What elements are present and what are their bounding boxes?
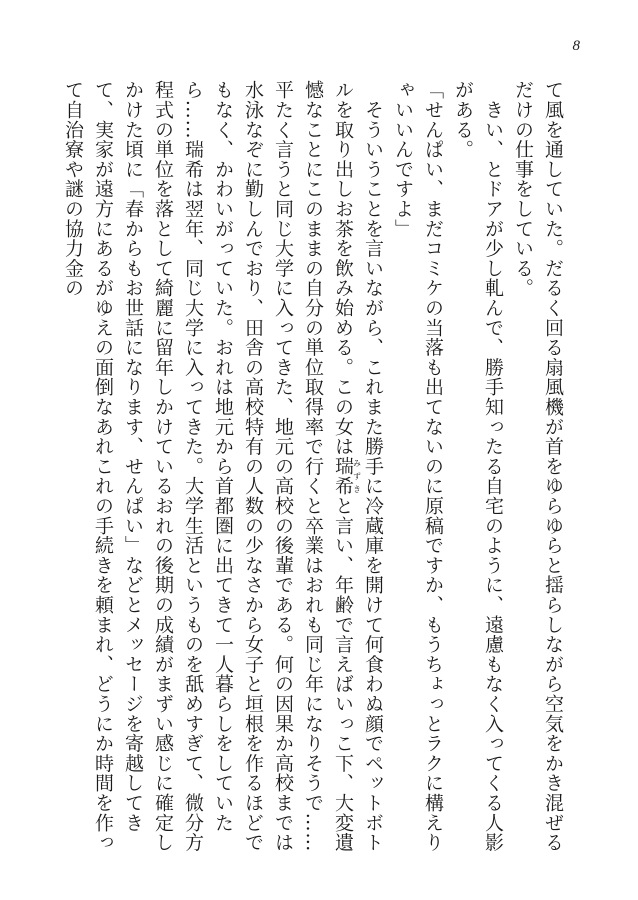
paragraph-4-lead: そういうことを言いながら、これまた勝手に冷蔵庫を開けて何食わぬ顔でペットボトルを取り出しお茶を飲み始める。この女は [332, 80, 384, 853]
name-with-furigana [332, 456, 362, 496]
page-number: 8 [572, 38, 580, 54]
ruby-base: 瑞希 [332, 456, 354, 496]
paragraph-2: きい、とドアが少し軋んで、勝手知ったる自宅のように、遠慮もなく入ってくる人影がある。 [452, 80, 504, 853]
ruby-reading: みずき [352, 456, 362, 496]
paragraph-3: 「せんぱい、まだコミケの当落も出てないのに原稿ですか、もうちょっとラクに構えりゃいいんですよ」 [392, 80, 444, 853]
paragraph-4-rest: と言い、年齢で言えばいっこ下、大変遺憾なことにこのままの自分の単位取得率で行くと卒業はおれも同じ年になりそうで……平たく言うと同じ大学に入ってきた、地元の高校の後輩である。何の因果か高校までは水泳なぞに勤しんでおり、田舎の高校特有の人数の少なさから女子と垣根を作るほどでもなく、かわいがっていた。おれは地元から首都圏に出てきて一人暮らしをしていたら……瑞希は翌年、同じ大学に入ってきた。大学生活というものを舐めすぎて、微分方程式の単位を落として綺麗に留年しかけているおれの後期の成績がまずい感じに確定しかけた頃に「春からもお世話になります、せんぱい」などとメッセージを寄越してきて、実家が遠方にあるがゆえの面倒なあれこれの手続きを頼まれ、どうにか時間を作って自治寮や謎の協力金の [62, 80, 354, 853]
paragraph-1: て風を通していた。だるく回る扇風機が首をゆらゆらと揺らしながら空気をかき混ぜるだけの仕事をしている。 [512, 80, 564, 853]
paragraph-4 [58, 80, 388, 870]
vertical-body-text [58, 80, 568, 870]
